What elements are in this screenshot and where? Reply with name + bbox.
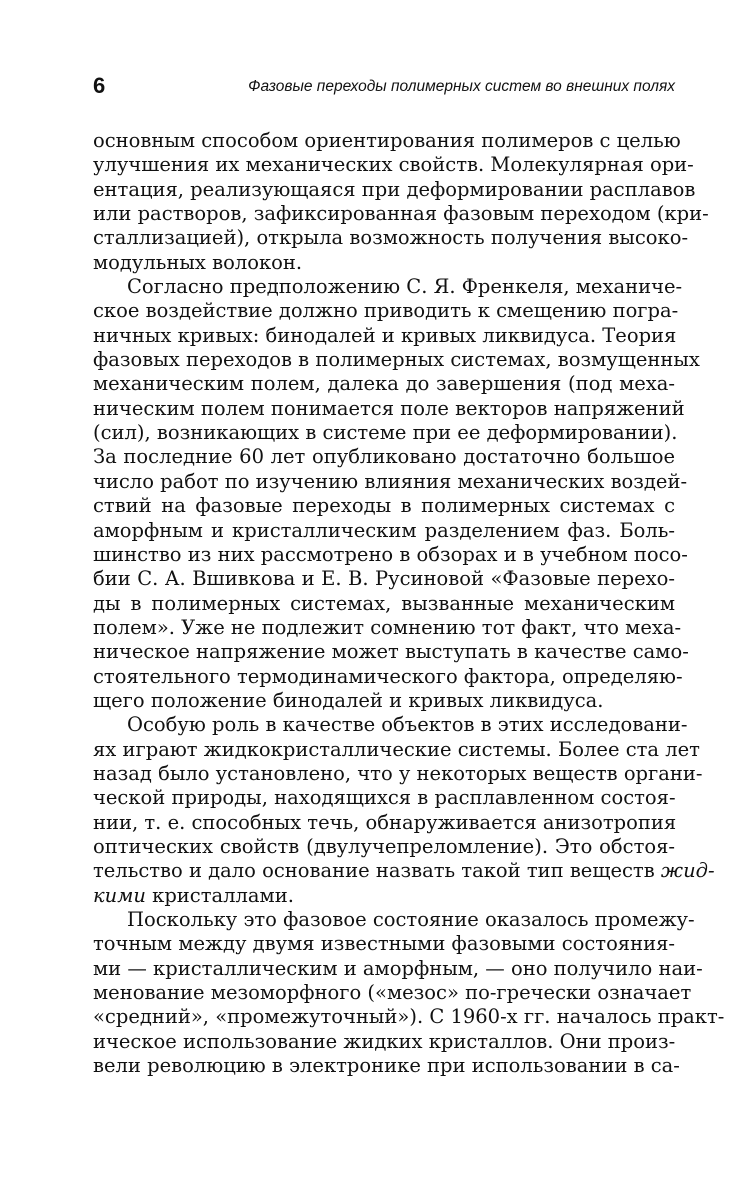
text-line: За последние 60 лет опубликовано достаточно большое (93, 445, 675, 469)
text-line: бии С. А. Вшивкова и Е. В. Русиновой «Фазовые перехо- (93, 567, 675, 591)
text-line: оптических свойств (двулучепреломление). Это обстоя- (93, 834, 675, 858)
text-line: «средний», «промежуточный»). С 1960-х гг. началось практ- (93, 1005, 725, 1029)
text-line: ическое использование жидких кристаллов. Они произ- (93, 1029, 676, 1053)
body-text (93, 129, 725, 1078)
text-line: полем». Уже не подлежит сомнению тот факт, что меха- (93, 615, 682, 639)
text-segment: кристаллами. (145, 883, 294, 907)
text-line: основным способом ориентирования полимеров с целью (93, 129, 681, 152)
text-line: шинство из них рассмотрено в обзорах и в учебном посо- (93, 542, 688, 566)
text-line: менование мезоморфного («мезос» по-гречески означает (93, 981, 692, 1005)
text-line: (сил), возникающих в системе при ее деформировании). (93, 421, 678, 445)
text-line: нии, т. е. способных течь, обнаруживается анизотропия (93, 810, 677, 834)
text-line: улучшения их механических свойств. Молекулярная ори- (93, 153, 694, 177)
text-line (93, 859, 715, 883)
text-line: ентация, реализующаяся при деформировании расплавов (93, 177, 696, 201)
text-line: вели революцию в электронике при использовании в са- (93, 1054, 680, 1078)
text-line: ское воздействие должно приводить к смещению погра- (93, 299, 679, 323)
text-line: стоятельного термодинамического фактора, определяю- (93, 664, 683, 688)
text-line: назад было установлено, что у некоторых веществ органи- (93, 761, 703, 785)
text-line: ми — кристаллическим и аморфным, — оно получило наи- (93, 956, 703, 980)
text-line: модульных волокон. (93, 250, 303, 274)
text-line: ях играют жидкокристаллические системы. Более ста лет (93, 737, 700, 761)
text-line: Согласно предположению С. Я. Френкеля, механиче- (127, 275, 683, 299)
italic-term: кими (93, 883, 146, 907)
paragraph-3 (93, 713, 715, 908)
paragraph-1 (93, 129, 709, 275)
text-line: сталлизацией), открыла возможность получения высоко- (93, 226, 689, 250)
text-line: ческой природы, находящихся в расплавленном состоя- (93, 786, 676, 810)
text-line: ническое напряжение может выступать в качестве само- (93, 640, 689, 664)
text-line: аморфным и кристаллическим разделением фаз. Боль- (93, 518, 675, 542)
text-line: механическим полем, далека до завершения (под меха- (93, 372, 675, 396)
text-segment: тельство и дало основание назвать такой тип веществ (93, 859, 661, 883)
text-line: число работ по изучению влияния механических воздей- (93, 469, 688, 493)
text-line: Особую роль в качестве объектов в этих исследовани- (127, 713, 688, 737)
text-line (93, 884, 675, 908)
text-line: ствий на фазовые переходы в полимерных системах с (93, 494, 675, 518)
text-line: или растворов, зафиксированная фазовым переходом (кри- (93, 202, 709, 226)
page-number: 6 (93, 73, 106, 98)
text-line: ническим полем понимается поле векторов напряжений (93, 396, 685, 420)
text-line: точным между двумя известными фазовыми состояния- (93, 932, 675, 956)
page-header (93, 72, 675, 102)
italic-term: жид- (660, 859, 715, 883)
running-title: Фазовые переходы полимерных систем во внешних полях (248, 78, 675, 95)
text-line: ничных кривых: бинодалей и кривых ликвидуса. Теория (93, 323, 677, 347)
text-line: щего положение бинодалей и кривых ликвидуса. (93, 688, 604, 712)
paragraph-2 (93, 275, 700, 713)
paragraph-4 (93, 908, 725, 1078)
text-line: Поскольку это фазовое состояние оказалось промежу- (127, 908, 695, 931)
text-line: фазовых переходов в полимерных системах, возмущенных (93, 348, 700, 372)
text-line: ды в полимерных системах, вызванные механическим (93, 591, 675, 615)
